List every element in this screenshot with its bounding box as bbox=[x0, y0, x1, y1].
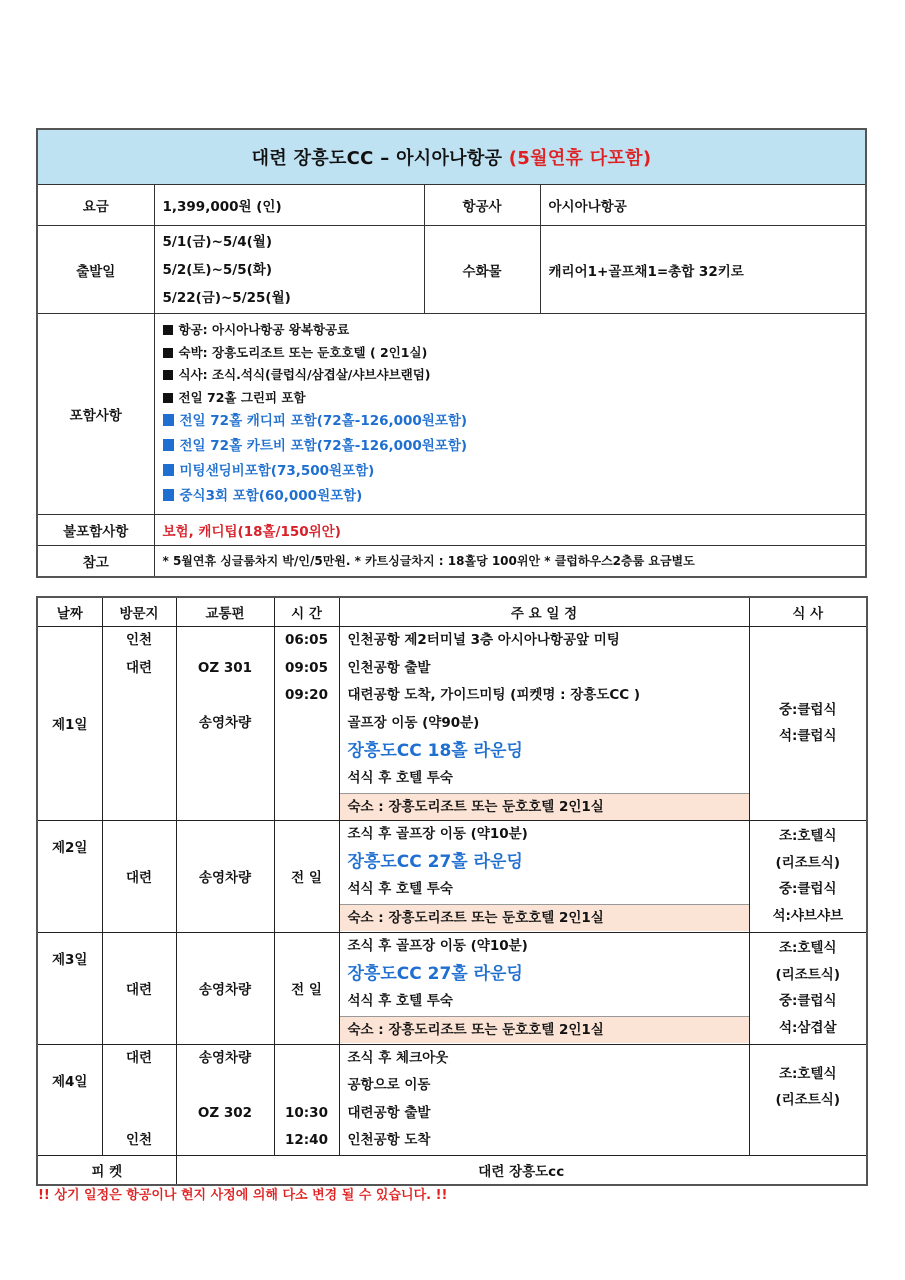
day-meals: 중:클럽식 석:클럽식 bbox=[749, 627, 867, 821]
day-schedule: 인천공항 제2터미널 3층 아시아나항공앞 미팅 인천공항 출발 대련공항 도착, 가이드미팅 (피켓명 : 장흥도CC ) 골프장 이동 (약90분) 장흥도CC 18홀 라운딩 석식 후 호텔 투숙 숙소 : 장흥도리조트 또는 둔호호텔 2인1실 bbox=[339, 627, 749, 821]
picket-label: 피 켓 bbox=[37, 1155, 176, 1185]
bullet-square-icon bbox=[163, 393, 173, 403]
airline-value: 아시아나항공 bbox=[540, 185, 866, 226]
include-item: 식사: 조식.석식(클럽식/삼겹살/샤브샤브랜덤) bbox=[163, 364, 866, 387]
header-time: 시 간 bbox=[274, 597, 339, 627]
include-item-highlight: 미팅샌딩비포함(73,500원포함) bbox=[163, 459, 866, 484]
departure-date: 5/2(토)~5/5(화) bbox=[162, 261, 273, 278]
baggage-label: 수화물 bbox=[424, 226, 540, 314]
day-meals: 조:호텔식 (리조트식) 중:클럽식 석:샤브샤브 bbox=[749, 820, 867, 932]
include-item-highlight: 중식3회 포함(60,000원포함) bbox=[163, 484, 866, 509]
includes-label: 포함사항 bbox=[37, 314, 154, 515]
day-places: 대련 bbox=[102, 820, 176, 932]
excludes-value: 보험, 캐디팁(18홀/150위안) bbox=[154, 515, 866, 546]
baggage-value: 캐리어1+골프채1=총합 32키로 bbox=[540, 226, 866, 314]
itinerary-row-day4 bbox=[37, 1044, 867, 1155]
day-label: 제2일 bbox=[37, 820, 102, 932]
day-meals: 조:호텔식 (리조트식) 중:클럽식 석:삼겹살 bbox=[749, 932, 867, 1044]
accommodation-row: 숙소 : 장흥도리조트 또는 둔호호텔 2인1실 bbox=[340, 904, 749, 931]
picket-value: 대련 장흥도cc bbox=[176, 1155, 867, 1185]
day-times: 06:05 09:05 09:20 bbox=[274, 627, 339, 821]
title-highlight: (5월연휴 다포함) bbox=[508, 148, 652, 169]
itinerary-row-day2 bbox=[37, 820, 867, 932]
day-times: 전 일 bbox=[274, 932, 339, 1044]
schedule-change-notice: !! 상기 일정은 항공이나 현지 사정에 의해 다소 변경 될 수 있습니다. !! bbox=[38, 1188, 448, 1203]
include-item: 숙박: 장흥도리조트 또는 둔호호텔 ( 2인1실) bbox=[163, 342, 866, 365]
bullet-square-icon bbox=[163, 370, 173, 380]
bullet-square-icon bbox=[163, 348, 173, 358]
airline-label: 항공사 bbox=[424, 185, 540, 226]
package-title bbox=[37, 129, 866, 185]
day-schedule: 조식 후 골프장 이동 (약10분) 장흥도CC 27홀 라운딩 석식 후 호텔 투숙 숙소 : 장흥도리조트 또는 둔호호텔 2인1실 bbox=[339, 820, 749, 932]
departure-date: 5/22(금)~5/25(월) bbox=[162, 289, 291, 306]
day-transport: 송영차량 bbox=[176, 820, 274, 932]
day-label: 제1일 bbox=[37, 627, 102, 821]
header-place: 방문지 bbox=[102, 597, 176, 627]
itinerary-header-row bbox=[37, 597, 867, 627]
departure-dates bbox=[154, 226, 424, 314]
picket-row bbox=[37, 1155, 867, 1185]
day-meals: 조:호텔식 (리조트식) bbox=[749, 1044, 867, 1155]
day-places: 인천 대련 bbox=[102, 627, 176, 821]
day-schedule: 조식 후 골프장 이동 (약10분) 장흥도CC 27홀 라운딩 석식 후 호텔 투숙 숙소 : 장흥도리조트 또는 둔호호텔 2인1실 bbox=[339, 932, 749, 1044]
itinerary-table bbox=[36, 596, 868, 1186]
bullet-square-icon bbox=[163, 325, 173, 335]
day-places: 대련 bbox=[102, 932, 176, 1044]
itinerary-row-day1 bbox=[37, 627, 867, 821]
bullet-square-icon bbox=[163, 439, 174, 451]
day-transport: OZ 301 송영차량 bbox=[176, 627, 274, 821]
accommodation-row: 숙소 : 장흥도리조트 또는 둔호호텔 2인1실 bbox=[340, 793, 749, 820]
notes-value: * 5월연휴 싱글룸차지 박/인/5만원. * 카트싱글차지 : 18홀당 100위안 * 클럽하우스2층룸 요금별도 bbox=[154, 546, 866, 577]
bullet-square-icon bbox=[163, 489, 174, 501]
excludes-label: 불포함사항 bbox=[37, 515, 154, 546]
title-main: 대련 장흥도CC – 아시아나항공 bbox=[251, 148, 509, 169]
notes-label: 참고 bbox=[37, 546, 154, 577]
bullet-square-icon bbox=[163, 464, 174, 476]
price-label: 요금 bbox=[37, 185, 154, 226]
round-highlight: 장흥도CC 27홀 라운딩 bbox=[347, 852, 523, 872]
include-item: 전일 72홀 그린피 포함 bbox=[163, 387, 866, 410]
day-label: 제4일 bbox=[37, 1044, 102, 1155]
includes-list bbox=[154, 314, 866, 515]
header-date: 날짜 bbox=[37, 597, 102, 627]
day-transport: 송영차량 OZ 302 bbox=[176, 1044, 274, 1155]
include-item: 항공: 아시아나항공 왕복항공료 bbox=[163, 319, 866, 342]
day-label: 제3일 bbox=[37, 932, 102, 1044]
day-times: 10:30 12:40 bbox=[274, 1044, 339, 1155]
round-highlight: 장흥도CC 18홀 라운딩 bbox=[347, 741, 523, 761]
package-summary-table bbox=[36, 128, 867, 578]
accommodation-row: 숙소 : 장흥도리조트 또는 둔호호텔 2인1실 bbox=[340, 1016, 749, 1043]
include-item-highlight: 전일 72홀 카트비 포함(72홀-126,000원포함) bbox=[163, 434, 866, 459]
header-schedule: 주 요 일 정 bbox=[339, 597, 749, 627]
bullet-square-icon bbox=[163, 414, 174, 426]
round-highlight: 장흥도CC 27홀 라운딩 bbox=[347, 964, 523, 984]
departure-date: 5/1(금)~5/4(월) bbox=[162, 233, 273, 250]
header-transport: 교통편 bbox=[176, 597, 274, 627]
day-schedule: 조식 후 체크아웃 공항으로 이동 대련공항 출발 인천공항 도착 bbox=[339, 1044, 749, 1155]
day-times: 전 일 bbox=[274, 820, 339, 932]
price-value: 1,399,000원 (인) bbox=[154, 185, 424, 226]
itinerary-row-day3 bbox=[37, 932, 867, 1044]
departure-label: 출발일 bbox=[37, 226, 154, 314]
header-meals: 식 사 bbox=[749, 597, 867, 627]
day-places: 대련 인천 bbox=[102, 1044, 176, 1155]
include-item-highlight: 전일 72홀 캐디피 포함(72홀-126,000원포함) bbox=[163, 409, 866, 434]
day-transport: 송영차량 bbox=[176, 932, 274, 1044]
